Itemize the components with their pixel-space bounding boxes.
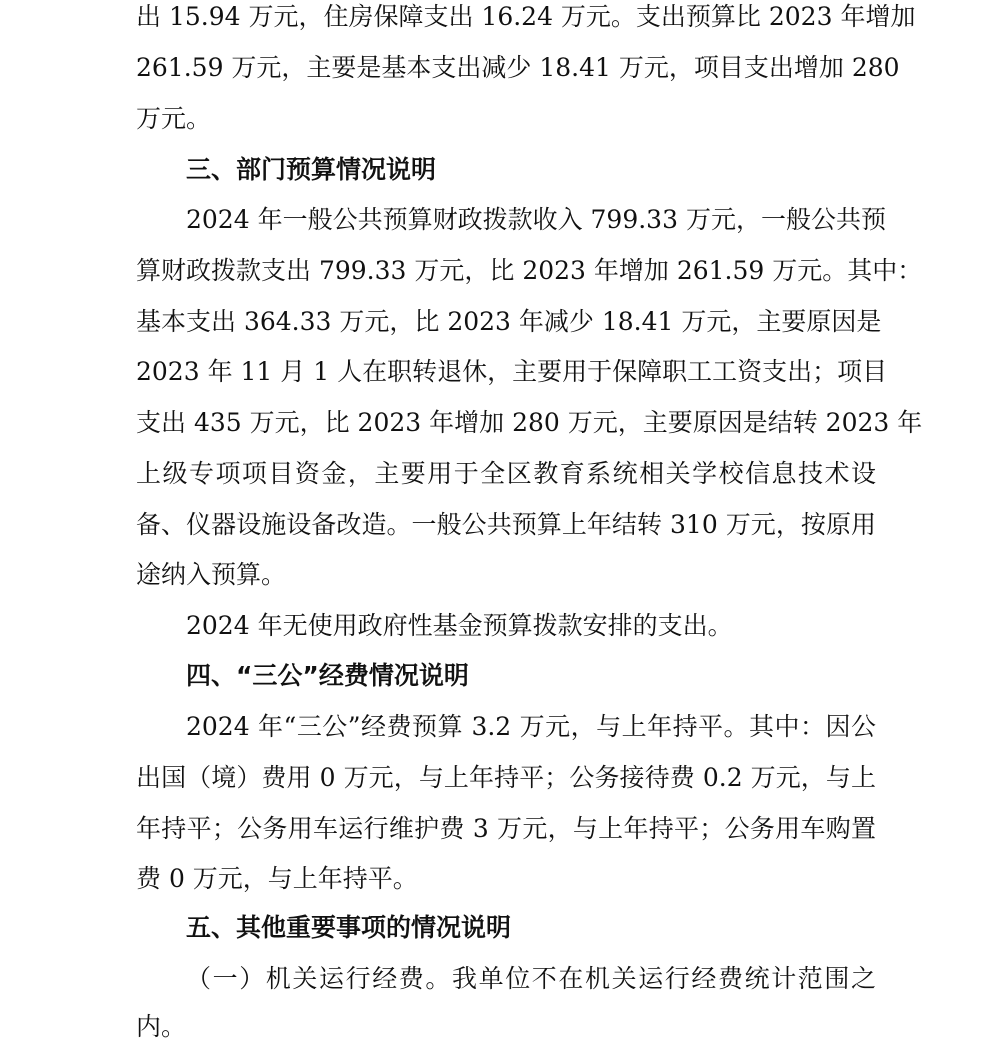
paragraph-line: 出 15.94 万元，住房保障支出 16.24 万元。支出预算比 2023 年增加	[136, 2, 916, 31]
section-heading-3: 三、部门预算情况说明	[186, 155, 437, 184]
paragraph-line: 途纳入预算。	[136, 560, 287, 589]
paragraph-line: 2024 年一般公共预算财政拨款收入 799.33 万元，一般公共预	[186, 205, 886, 234]
paragraph-line: 算财政拨款支出 799.33 万元，比 2023 年增加 261.59 万元。其中：	[136, 256, 923, 285]
paragraph-line: 支出 435 万元，比 2023 年增加 280 万元，主要原因是结转 2023 年	[136, 408, 923, 437]
paragraph-line: （一）机关运行经费。我单位不在机关运行经费统计范围之	[186, 964, 876, 993]
paragraph-line: 内。	[136, 1012, 187, 1041]
paragraph-line: 出国（境）费用 0 万元，与上年持平；公务接待费 0.2 万元，与上	[136, 763, 876, 792]
paragraph-line: 2024 年“三公”经费预算 3.2 万元，与上年持平。其中：因公	[186, 712, 876, 741]
paragraph-line: 年持平；公务用车运行维护费 3 万元，与上年持平；公务用车购置	[136, 814, 876, 843]
paragraph-line: 费 0 万元，与上年持平。	[136, 864, 418, 893]
paragraph-line: 万元。	[136, 104, 212, 133]
paragraph-line: 基本支出 364.33 万元，比 2023 年减少 18.41 万元，主要原因是	[136, 307, 882, 336]
paragraph-line: 上级专项项目资金，主要用于全区教育系统相关学校信息技术设	[136, 459, 876, 488]
section-heading-5: 五、其他重要事项的情况说明	[186, 913, 512, 942]
paragraph-line: 2023 年 11 月 1 人在职转退休，主要用于保障职工工资支出；项目	[136, 357, 888, 386]
section-heading-4: 四、“三公”经费情况说明	[186, 661, 469, 690]
paragraph-line: 备、仪器设施设备改造。一般公共预算上年结转 310 万元，按原用	[136, 510, 876, 539]
paragraph-line: 261.59 万元，主要是基本支出减少 18.41 万元，项目支出增加 280	[136, 53, 900, 82]
paragraph-line: 2024 年无使用政府性基金预算拨款安排的支出。	[186, 611, 733, 640]
